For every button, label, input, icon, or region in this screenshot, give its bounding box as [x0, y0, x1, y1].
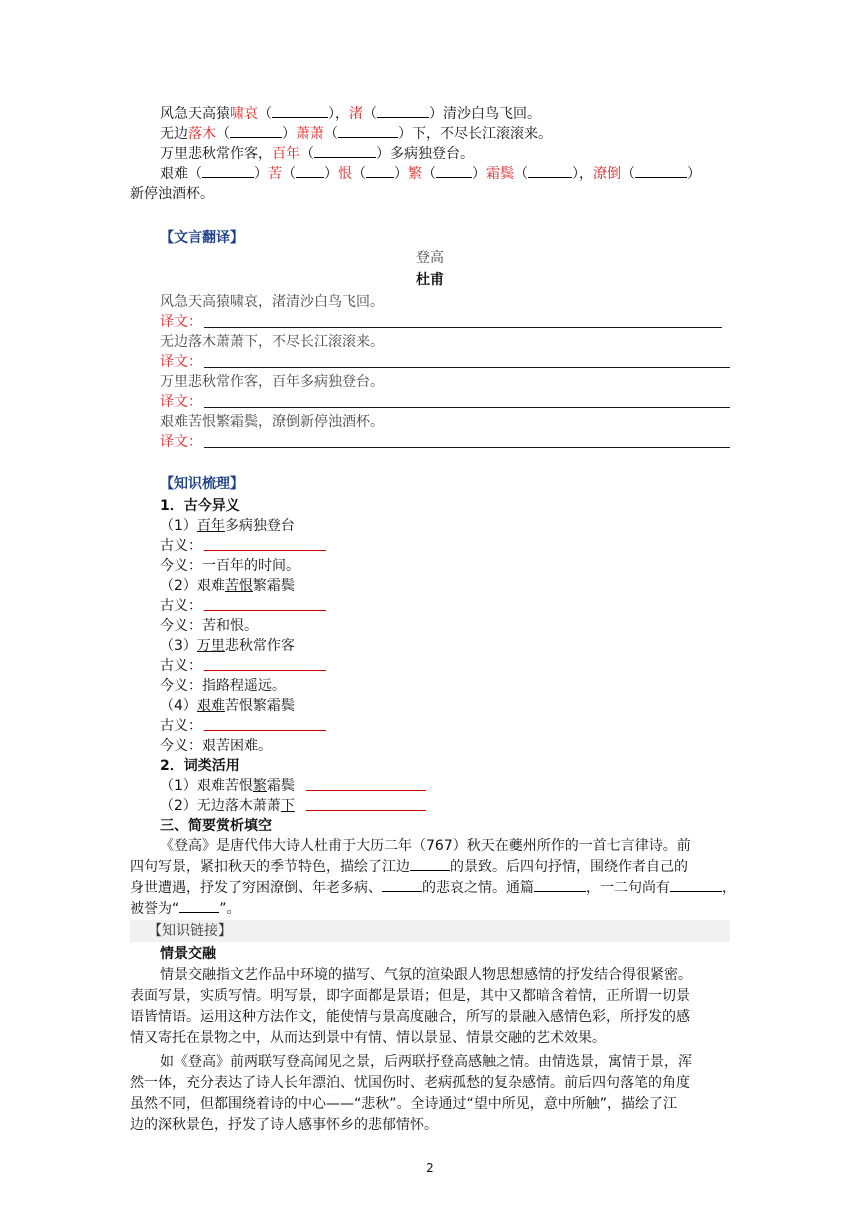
keyword: 繁: [408, 166, 422, 182]
text: 无边落木萧萧: [196, 798, 281, 814]
text: 悲秋常作客: [224, 638, 295, 654]
word-item: [160, 516, 295, 536]
old-meaning-label: 古义：: [160, 658, 202, 674]
word-item: [160, 576, 295, 596]
text: 无边: [160, 126, 188, 142]
target-word: 万里: [196, 638, 225, 654]
text: ）: [394, 166, 408, 182]
blank[interactable]: [670, 878, 722, 892]
poem-author: 杜甫: [416, 272, 444, 288]
text: （2）: [160, 798, 197, 814]
poem-original-line: 风急天高猿啸哀，渚清沙白鸟飞回。: [160, 294, 384, 310]
translation-label: 译文：: [160, 354, 202, 370]
text: （4）: [160, 698, 197, 714]
blank[interactable]: [272, 104, 328, 118]
new-meaning: 今义：一百年的时间。: [160, 558, 300, 574]
text: 万里悲秋常作客，: [160, 146, 272, 162]
new-meaning: 今义：艰苦困难。: [160, 738, 272, 754]
poem-line-4: [160, 164, 701, 184]
subsection-title: 2．词类活用: [160, 758, 240, 774]
text: 苦恨繁霜鬓: [224, 698, 295, 714]
text: ）: [282, 126, 296, 142]
text: 艰难: [196, 578, 225, 594]
text: 身世遭遇，抒发了穷困潦倒、年老多病、: [130, 880, 382, 896]
link-para-line: 虽然不同，但都围绕着诗的中心——“悲秋”。全诗通过“望中所见，意中所触”，描绘了江: [130, 1096, 678, 1112]
word-class-item: [160, 796, 295, 816]
new-meaning: 今义：苦和恨。: [160, 618, 258, 634]
blank[interactable]: [377, 104, 429, 118]
appreciation-line: [130, 878, 736, 898]
text: ）: [472, 166, 486, 182]
text: ），: [572, 166, 593, 182]
link-para-line: 情又寄托在景物之中，从而达到景中有情、情以景显、情景交融的艺术效果。: [130, 1030, 606, 1046]
translate-heading: 【文言翻译】: [160, 230, 244, 246]
text: ）: [254, 166, 268, 182]
blank[interactable]: [202, 164, 254, 178]
target-word: 繁: [252, 778, 267, 794]
text: 的悲哀之情。通篇: [422, 880, 534, 896]
translation-line[interactable]: [204, 407, 730, 408]
text: （3）: [160, 638, 197, 654]
poem-line-2: [160, 124, 552, 144]
appreciation-line: [130, 899, 241, 919]
answer-line[interactable]: [204, 610, 326, 611]
blank[interactable]: [314, 144, 376, 158]
target-word: 百年: [196, 518, 225, 534]
answer-line[interactable]: [306, 790, 426, 791]
blank[interactable]: [230, 124, 282, 138]
answer-line[interactable]: [306, 810, 426, 811]
text: （: [621, 166, 635, 182]
text: （: [216, 126, 230, 142]
text: （: [258, 106, 272, 122]
keyword: 霜鬓: [486, 166, 514, 182]
blank[interactable]: [296, 164, 324, 178]
text: ，一二句尚有: [586, 880, 670, 896]
knowledge-heading: 【知识梳理】: [160, 476, 244, 492]
link-para-line: 边的深秋景色，抒发了诗人感事怀乡的悲郁情怀。: [130, 1117, 438, 1133]
link-heading: 【知识链接】: [148, 923, 232, 939]
text: 四句写景，紧扣秋天的季节特色，描绘了江边: [130, 859, 410, 875]
poem-title: 登高: [416, 250, 444, 266]
text: ，: [722, 880, 736, 896]
blank[interactable]: [179, 899, 219, 913]
keyword: 潦倒: [593, 166, 621, 182]
text: （: [282, 166, 296, 182]
link-para-line: 如《登高》前两联写登高闻见之景，后两联抒登高感触之情。由情选景，寓情于景，浑: [160, 1054, 692, 1070]
link-para-line: 表面写景，实质写情。明写景，即字面都是景语；但是，其中又都暗含着情，正所谓一切景: [130, 988, 690, 1004]
target-word: 下: [280, 798, 295, 814]
blank[interactable]: [366, 164, 394, 178]
link-para-line: 语皆情语。运用这种方法作文，能使情与景高度融合，所写的景融入感情色彩，所抒发的感: [130, 1009, 690, 1025]
old-meaning-label: 古义：: [160, 598, 202, 614]
text: （: [324, 126, 338, 142]
text: 霜鬓: [266, 778, 295, 794]
text: ”。: [219, 901, 241, 917]
translation-label: 译文：: [160, 394, 202, 410]
text: 的景致。后四句抒情，围绕作者自己的: [450, 859, 688, 875]
subsection-title: 三、简要赏析填空: [160, 818, 272, 834]
keyword: 渚: [349, 106, 363, 122]
poem-original-line: 万里悲秋常作客，百年多病独登台。: [160, 374, 384, 390]
text: 被誉为“: [130, 901, 180, 917]
link-para-line: 情景交融指文艺作品中环境的描写、气氛的渲染跟人物思想感情的抒发结合得很紧密。: [160, 967, 692, 983]
poem-line-5: 新停浊酒杯。: [130, 186, 214, 202]
target-word: 苦恨: [224, 578, 253, 594]
text: （1）: [160, 518, 197, 534]
text: ）下，不尽长江滚滚来。: [398, 126, 552, 142]
blank[interactable]: [338, 124, 398, 138]
page-number: 2: [426, 1161, 434, 1175]
blank[interactable]: [436, 164, 472, 178]
answer-line[interactable]: [204, 550, 326, 551]
text: ）: [324, 166, 338, 182]
appreciation-line: 《登高》是唐代伟大诗人杜甫于大历二年（767）秋天在夔州所作的一首七言律诗。前: [160, 838, 691, 854]
translation-line[interactable]: [204, 447, 730, 448]
keyword: 萧萧: [296, 126, 324, 142]
link-title: 情景交融: [160, 946, 216, 962]
text: （2）: [160, 578, 197, 594]
text: ）: [687, 166, 701, 182]
translation-label: 译文：: [160, 314, 202, 330]
keyword: 百年: [272, 146, 300, 162]
text: （: [514, 166, 528, 182]
link-para-line: 然一体，充分表达了诗人长年漂泊、忧国伤时、老病孤愁的复杂感情。前后四句落笔的角度: [130, 1075, 690, 1091]
text: ）多病独登台。: [376, 146, 474, 162]
translation-line[interactable]: [204, 367, 730, 368]
keyword: 啸哀: [230, 106, 258, 122]
poem-original-line: 无边落木萧萧下，不尽长江滚滚来。: [160, 334, 384, 350]
new-meaning: 今义：指路程遥远。: [160, 678, 286, 694]
text: 繁霜鬓: [252, 578, 295, 594]
poem-line-3: [160, 144, 474, 164]
text: 艰难苦恨: [196, 778, 253, 794]
keyword: 落木: [188, 126, 216, 142]
text: （: [300, 146, 314, 162]
old-meaning-label: 古义：: [160, 718, 202, 734]
answer-line[interactable]: [204, 670, 326, 671]
text: （: [352, 166, 366, 182]
text: （: [422, 166, 436, 182]
keyword: 恨: [338, 166, 352, 182]
target-word: 艰难: [196, 698, 225, 714]
text: 艰难（: [160, 166, 202, 182]
text: （1）: [160, 778, 197, 794]
blank[interactable]: [410, 857, 450, 871]
word-item: [160, 636, 295, 656]
text: ）清沙白鸟飞回。: [429, 106, 541, 122]
word-item: [160, 696, 295, 716]
subsection-title: 1．古今异义: [160, 498, 240, 514]
blank[interactable]: [382, 878, 422, 892]
blank[interactable]: [528, 164, 572, 178]
poem-line-1: [160, 104, 541, 124]
text: ），: [328, 106, 349, 122]
translation-label: 译文：: [160, 434, 202, 450]
appreciation-line: [130, 857, 688, 877]
poem-original-line: 艰难苦恨繁霜鬓，潦倒新停浊酒杯。: [160, 414, 384, 430]
text: （: [363, 106, 377, 122]
translation-line[interactable]: [204, 327, 722, 328]
old-meaning-label: 古义：: [160, 538, 202, 554]
answer-line[interactable]: [204, 730, 326, 731]
word-class-item: [160, 776, 295, 796]
blank[interactable]: [534, 878, 586, 892]
keyword: 苦: [268, 166, 282, 182]
blank[interactable]: [635, 164, 687, 178]
text: 多病独登台: [224, 518, 295, 534]
text: 风急天高猿: [160, 106, 230, 122]
